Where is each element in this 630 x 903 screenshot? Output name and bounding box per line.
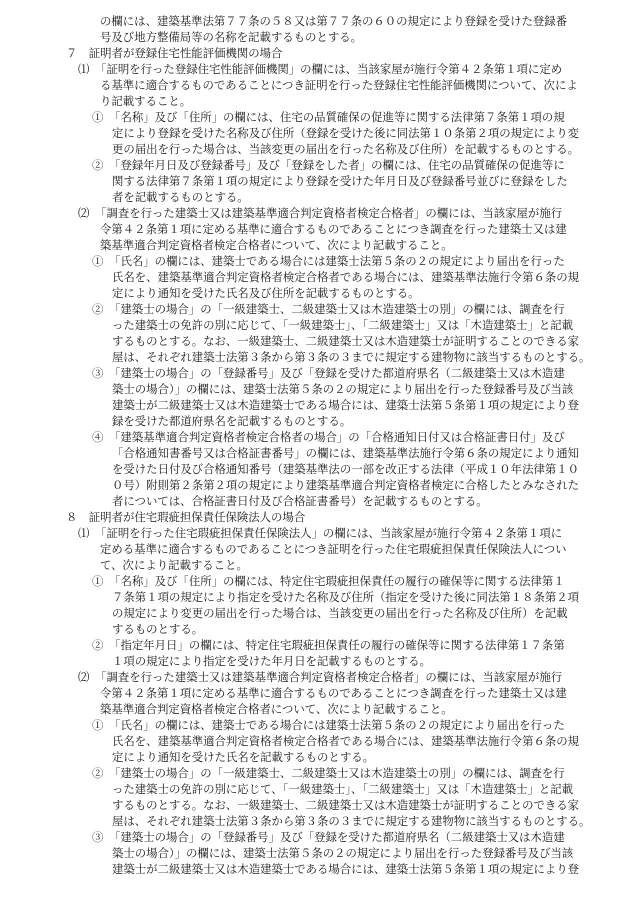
text-line: 関する法律第７条第１項の規定により登録を受けた年月日及び登録番号並びに登録をした [112, 174, 568, 188]
text-line: の規定により変更の届出を行った場合は、当該変更の届出を行った名称及び住所）を記載 [112, 606, 568, 620]
text-line: １項の規定により指定を受けた年月日を記載するものとする。 [112, 654, 431, 668]
text-line: 屋は、それぞれ建築士法第３条から第３条の３までに規定する建物物に該当するものとする。 [112, 350, 591, 364]
text-line: 築士の場合）」の欄には、建築士法第５条の２の規定により届出を行った登録番号及び当該 [112, 382, 574, 396]
text-line: った建築士の免許の別に応じて、「一級建築士」、「二級建築士」又は「木造建築士」と記載 [112, 782, 574, 796]
text-line: するものとする。なお、一級建築士、二級建築士又は木造建築士が証明することのできる家 [112, 334, 580, 348]
text-line: 者を記載するものとする。 [112, 190, 249, 204]
text-line: 「合格通知書番号又は合格証書番号」の欄には、建築基準法施行令第６条の規定により通知 [112, 446, 580, 460]
text-line: 定により通知を受けた氏名及び住所を記載するものとする。 [112, 286, 420, 300]
text-line: ⑴ 「証明を行った登録住宅性能評価機関」の欄には、当該家屋が施行令第４２条第１項に定め [78, 62, 563, 76]
text-line: ② 「建築士の場合」の「一級建築士、二級建築士又は木造建築士の別」の欄には、調査を行 [92, 766, 565, 780]
text-line: 築基準適合判定資格者検定合格者について、次により記載すること。 [100, 702, 453, 716]
text-line: 屋は、それぞれ建築士法第３条から第３条の３までに規定する建物物に該当するものとする。 [112, 814, 591, 828]
section-heading: ７ 証明者が登録住宅性能評価機関の場合 [66, 46, 283, 60]
text-line: ① 「氏名」の欄には、建築士である場合には建築士法第５条の２の規定により届出を行った [92, 718, 565, 732]
section-heading: ８ 証明者が住宅瑕疵担保責任保険法人の場合 [66, 510, 306, 524]
text-line: る基準に適合するものであることにつき証明を行った登録住宅性能評価機関について、次によ [100, 78, 578, 92]
text-line: ① 「名称」及び「住所」の欄には、特定住宅瑕疵担保責任の履行の確保等に関する法律第１ [92, 574, 565, 588]
text-line: ④ 「建築基準適合判定資格者検定合格者の場合」の「合格通知日付又は合格証書日付」及び [92, 430, 565, 444]
text-line: ⑵ 「調査を行った建築士又は建築基準適合判定資格者検定合格者」の欄には、当該家屋が施行 [78, 670, 563, 684]
text-line: 定める基準に適合するものであることにつき証明を行った住宅瑕疵担保責任保険法人につい [100, 542, 567, 556]
text-line: ② 「登録年月日及び登録番号」及び「登録をした者」の欄には、住宅の品質確保の促進等に [92, 158, 565, 172]
text-line: 録を受けた都道府県名を記載するものとする。 [112, 414, 352, 428]
text-line: ③ 「建築士の場合」の「登録番号」及び「登録を受けた都道府県名（二級建築士又は木造建 [92, 830, 565, 844]
text-line: を受けた日付及び合格通知番号（建築基準法の一部を改正する法律（平成１０年法律第１０ [112, 462, 580, 476]
text-line: 氏名を、建築基準適合判定資格者検定合格者である場合には、建築基準法施行令第６条の規 [112, 270, 580, 284]
text-line: 氏名を、建築基準適合判定資格者検定合格者である場合には、建築基準法施行令第６条の規 [112, 734, 580, 748]
text-line: ① 「名称」及び「住所」の欄には、住宅の品質確保の促進等に関する法律第７条第１項の規 [92, 110, 565, 124]
text-line: ③ 「建築士の場合」の「登録番号」及び「登録を受けた都道府県名（二級建築士又は木造建 [92, 366, 565, 380]
text-line: 号及び地方整備局等の名称を記載するものとする。 [100, 30, 362, 44]
text-line: ０号）附則第２条第２項の規定により建築基準適合判定資格者検定に合格したとみなされた [112, 478, 580, 492]
text-line: ② 「建築士の場合」の「一級建築士、二級建築士又は木造建築士の別」の欄には、調査を行 [92, 302, 565, 316]
text-line: り記載すること。 [100, 94, 192, 108]
text-line: 建築士が二級建築士又は木造建築士である場合には、建築士法第５条第１項の規定により登 [112, 862, 580, 876]
text-line: 者については、合格証書日付及び合格証書番号）を記載するものとする。 [112, 494, 488, 508]
text-line: ⑴ 「証明を行った住宅瑕疵担保責任保険法人」の欄には、当該家屋が施行令第４２条第１項に [78, 526, 563, 540]
text-line: するものとする。 [112, 622, 204, 636]
text-line: て、次により記載すること。 [100, 558, 248, 572]
text-line: 建築士が二級建築士又は木造建築士である場合には、建築士法第５条第１項の規定により登 [112, 398, 580, 412]
text-line: 令第４２条第１項に定める基準に適合するものであることにつき調査を行った建築士又は建 [100, 222, 567, 236]
text-line: ① 「氏名」の欄には、建築士である場合には建築士法第５条の２の規定により届出を行った [92, 254, 565, 268]
text-line: ⑵ 「調査を行った建築士又は建築基準適合判定資格者検定合格者」の欄には、当該家屋が施行 [78, 206, 563, 220]
text-line: するものとする。なお、一級建築士、二級建築士又は木造建築士が証明することのできる家 [112, 798, 580, 812]
text-line: ② 「指定年月日」の欄には、特定住宅瑕疵担保責任の履行の確保等に関する法律第１７条第 [92, 638, 565, 652]
text-line: 令第４２条第１項に定める基準に適合するものであることにつき調査を行った建築士又は建 [100, 686, 567, 700]
text-line: った建築士の免許の別に応じて、「一級建築士」、「二級建築士」又は「木造建築士」と記載 [112, 318, 574, 332]
text-line: 定により登録を受けた名称及び住所（登録を受けた後に同法第１０条第２項の規定により変 [112, 126, 580, 140]
text-line: ７条第１項の規定により指定を受けた名称及び住所（指定を受けた後に同法第１８条第２項 [112, 590, 580, 604]
text-line: 更の届出を行った場合は、当該変更の届出を行った名称及び住所）を記載するものとする。 [112, 142, 580, 156]
text-line: 築基準適合判定資格者検定合格者について、次により記載すること。 [100, 238, 453, 252]
text-line: 定により通知を受けた氏名を記載するものとする。 [112, 750, 374, 764]
text-line: 築士の場合）」の欄には、建築士法第５条の２の規定により届出を行った登録番号及び当該 [112, 846, 574, 860]
text-line: の欄には、建築基準法第７７条の５８又は第７７条の６０の規定により登録を受けた登録番 [100, 14, 568, 28]
